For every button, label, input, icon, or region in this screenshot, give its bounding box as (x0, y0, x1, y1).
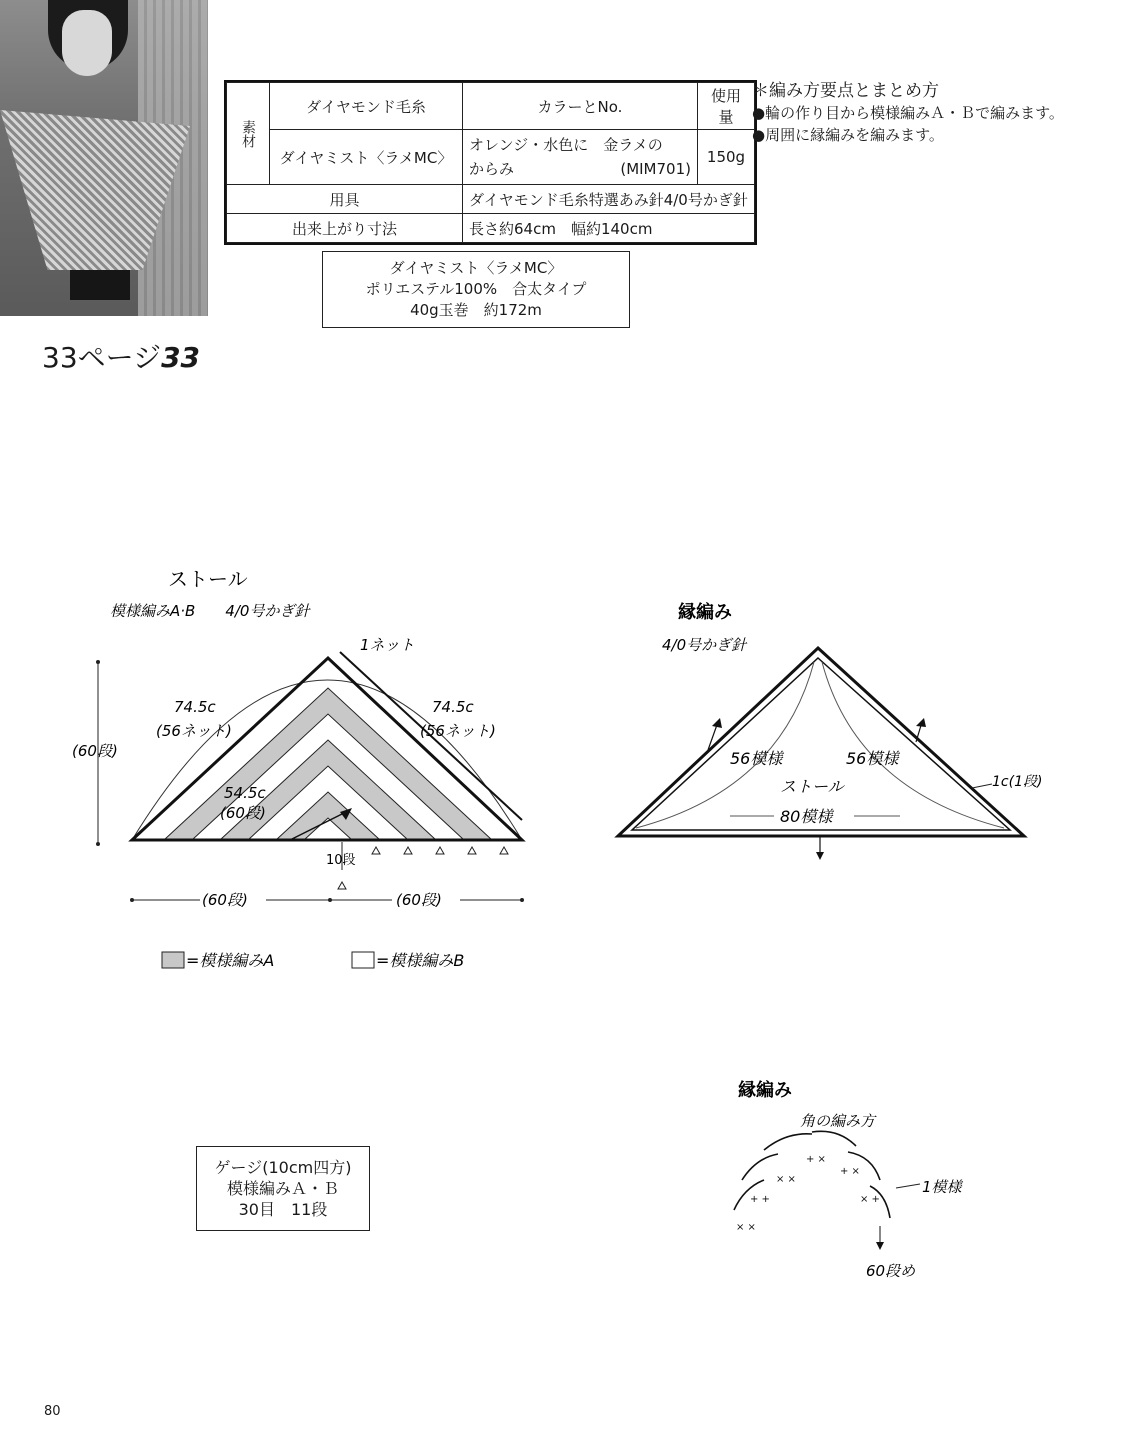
corner-subtitle: 角の編み方 (800, 1112, 876, 1130)
edging-left-count: 56模様 (730, 749, 783, 768)
yarn-info-line3: 40g玉巻 約172m (410, 301, 542, 319)
svg-text:× +: × + (860, 1194, 880, 1205)
brand-cell: ダイヤモンド毛糸 (270, 83, 463, 130)
stole-subtitle: 模様編みA·B 4/0号かぎ針 (110, 602, 310, 620)
amount-cell: 150g (698, 130, 755, 185)
size-value: 長さ約64cm 幅約140cm (463, 214, 755, 243)
edging-subtitle: 4/0号かぎ針 (662, 636, 747, 654)
edging-bottom-count: 80模様 (780, 807, 833, 826)
gauge-line3: 30目 11段 (238, 1200, 328, 1219)
legend-b-label: =模様編みB (376, 951, 465, 970)
row-markers (338, 847, 508, 889)
corner-title: 縁編み (738, 1080, 792, 1101)
left-length: 74.5c (174, 698, 216, 716)
tools-label: 用具 (227, 185, 463, 214)
photo-face (62, 10, 112, 76)
notes-title: ＊編み方要点とまとめ方 (752, 81, 939, 101)
page-number: 80 (44, 1404, 61, 1419)
right-net: (56ネット) (420, 722, 496, 740)
page-title (42, 336, 200, 376)
model-photo (0, 0, 208, 316)
svg-text:+ ×: + × (840, 1166, 860, 1177)
legend-a-label: =模様編みA (186, 951, 275, 970)
color-header: カラーとNo. (463, 83, 698, 130)
corner-chart (720, 1070, 1000, 1290)
size-label: 出来上がり寸法 (227, 214, 463, 243)
inner-length: 54.5c (224, 784, 266, 802)
color-number: (MIM701) (620, 160, 691, 178)
color-line2: からみ (469, 160, 515, 178)
svg-text:+ +: + + (750, 1194, 770, 1205)
gauge-line2: 模様編みＡ・Ｂ (226, 1179, 339, 1198)
svg-text:+ ×: + × (806, 1154, 826, 1165)
materials-side-label: 素材 (227, 83, 270, 185)
edging-diagram (600, 590, 1080, 880)
materials-table (224, 80, 757, 245)
edging-inner (632, 658, 1010, 830)
amount-header: 使用量 (698, 83, 755, 130)
yarn-info-box (322, 251, 630, 328)
svg-text:× ×: × × (736, 1222, 756, 1233)
bottom-left-rows: (60段) (202, 891, 248, 909)
stole-diagram (60, 560, 580, 980)
notes-item: ●周囲に縁編みを編みます。 (752, 126, 944, 144)
notes-item: ●輪の作り目から模様編みＡ・Ｂで編みます。 (752, 104, 1064, 122)
corner-rows-label: 60段め (866, 1262, 916, 1280)
tools-value: ダイヤモンド毛糸特選あみ針4/0号かぎ針 (463, 185, 755, 214)
edging-center: ストール (780, 777, 844, 796)
left-net: (56ネット) (156, 722, 232, 740)
gauge-line1: ゲージ(10cm四方) (214, 1158, 352, 1177)
rows-10-label: 10段 (326, 853, 356, 868)
right-length: 74.5c (432, 698, 474, 716)
net-label: 1ネット (360, 636, 415, 654)
legend-a-swatch (162, 952, 184, 968)
legend-b-swatch (352, 952, 374, 968)
color-cell (463, 130, 698, 185)
page-title-number: 33 (161, 341, 201, 374)
corner-x-marks (736, 1154, 880, 1233)
edging-edge-label: 1c(1段) (992, 774, 1043, 790)
edging-right-count: 56模様 (846, 749, 899, 768)
inner-rows: (60段) (220, 804, 266, 822)
yarn-info-line1: ダイヤミスト〈ラメMC〉 (389, 259, 563, 277)
gauge-box (196, 1146, 370, 1231)
stole-title: ストール (168, 567, 248, 591)
instructions-notes (752, 80, 1064, 146)
svg-text:× ×: × × (776, 1174, 796, 1185)
height-label: (60段) (72, 742, 118, 760)
bottom-right-rows: (60段) (396, 891, 442, 909)
edging-title: 縁編み (678, 602, 732, 623)
yarn-cell: ダイヤミスト〈ラメMC〉 (270, 130, 463, 185)
corner-pattern-label: 1模様 (922, 1178, 962, 1196)
yarn-info-line2: ポリエステル100% 合太タイプ (365, 280, 587, 298)
color-line1: オレンジ・水色に 金ラメの (469, 136, 663, 154)
page-title-text: 33ページ (42, 341, 162, 374)
